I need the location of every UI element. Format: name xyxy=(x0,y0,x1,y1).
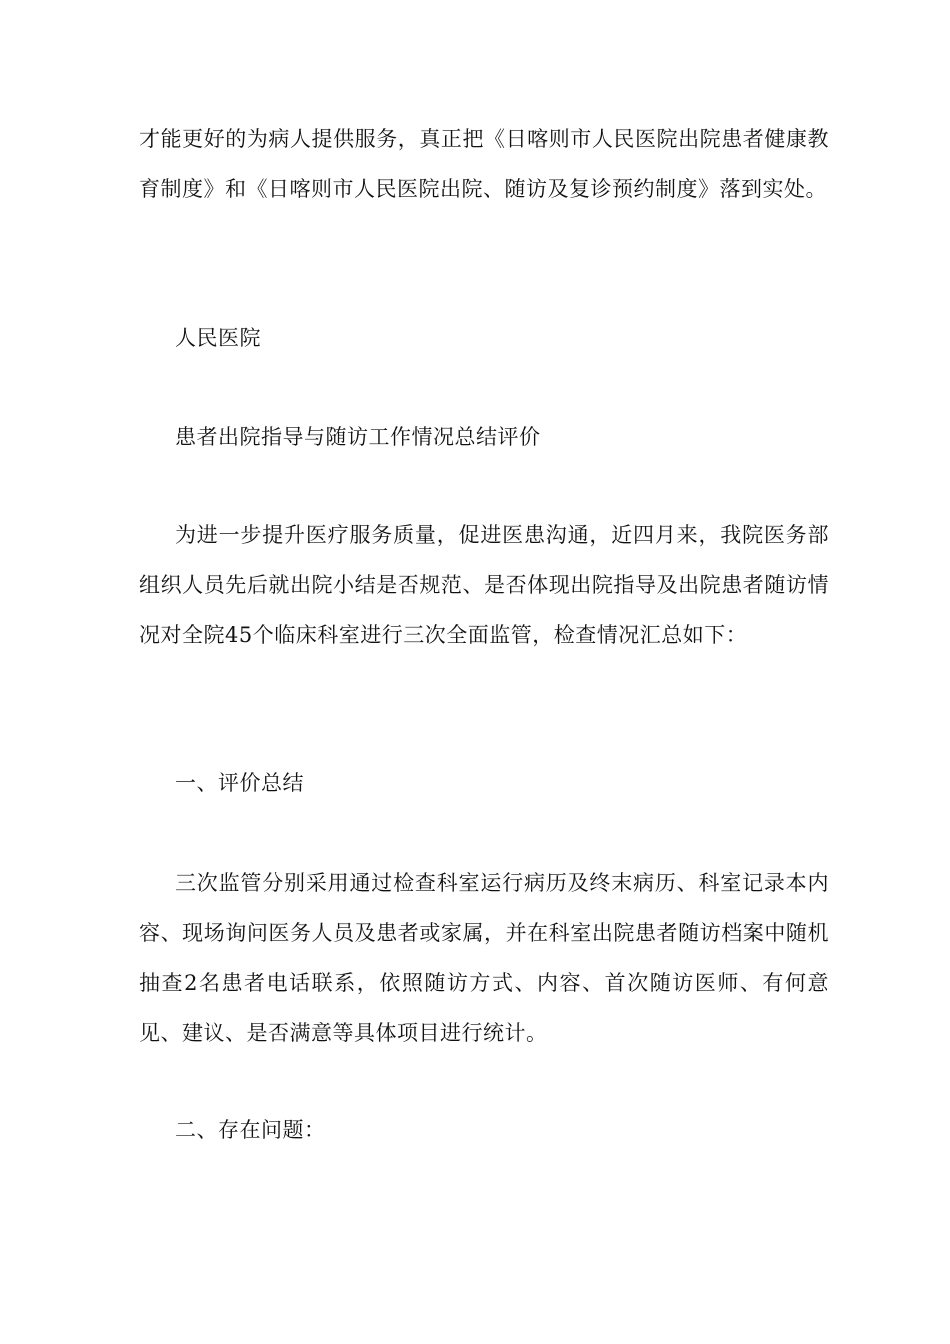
section-heading-problems: 二、存在问题： xyxy=(175,1118,326,1142)
intro-paragraph: 为进一步提升医疗服务质量，促进医患沟通，近四月来，我院医务部组织人员先后就出院小结是否规范、是否体现出院指导及出院患者随访情况对全院45个临床科室进行三次全面监管，检查情况汇总如下： xyxy=(139,523,829,647)
hospital-name: 人民医院 xyxy=(175,326,261,350)
section-heading-evaluation: 一、评价总结 xyxy=(175,771,304,795)
evaluation-paragraph: 三次监管分别采用通过检查科室运行病历及终末病历、科室记录本内容、现场询问医务人员及患者或家属，并在科室出院患者随访档案中随机抽查2名患者电话联系，依照随访方式、内容、首次随访医师、有何意见、建议、是否满意等具体项目进行统计。 xyxy=(139,871,829,1045)
paragraph-continuation: 才能更好的为病人提供服务，真正把《日喀则市人民医院出院患者健康教育制度》和《日喀则市人民医院出院、随访及复诊预约制度》落到实处。 xyxy=(139,127,829,201)
document-title: 患者出院指导与随访工作情况总结评价 xyxy=(175,425,541,449)
